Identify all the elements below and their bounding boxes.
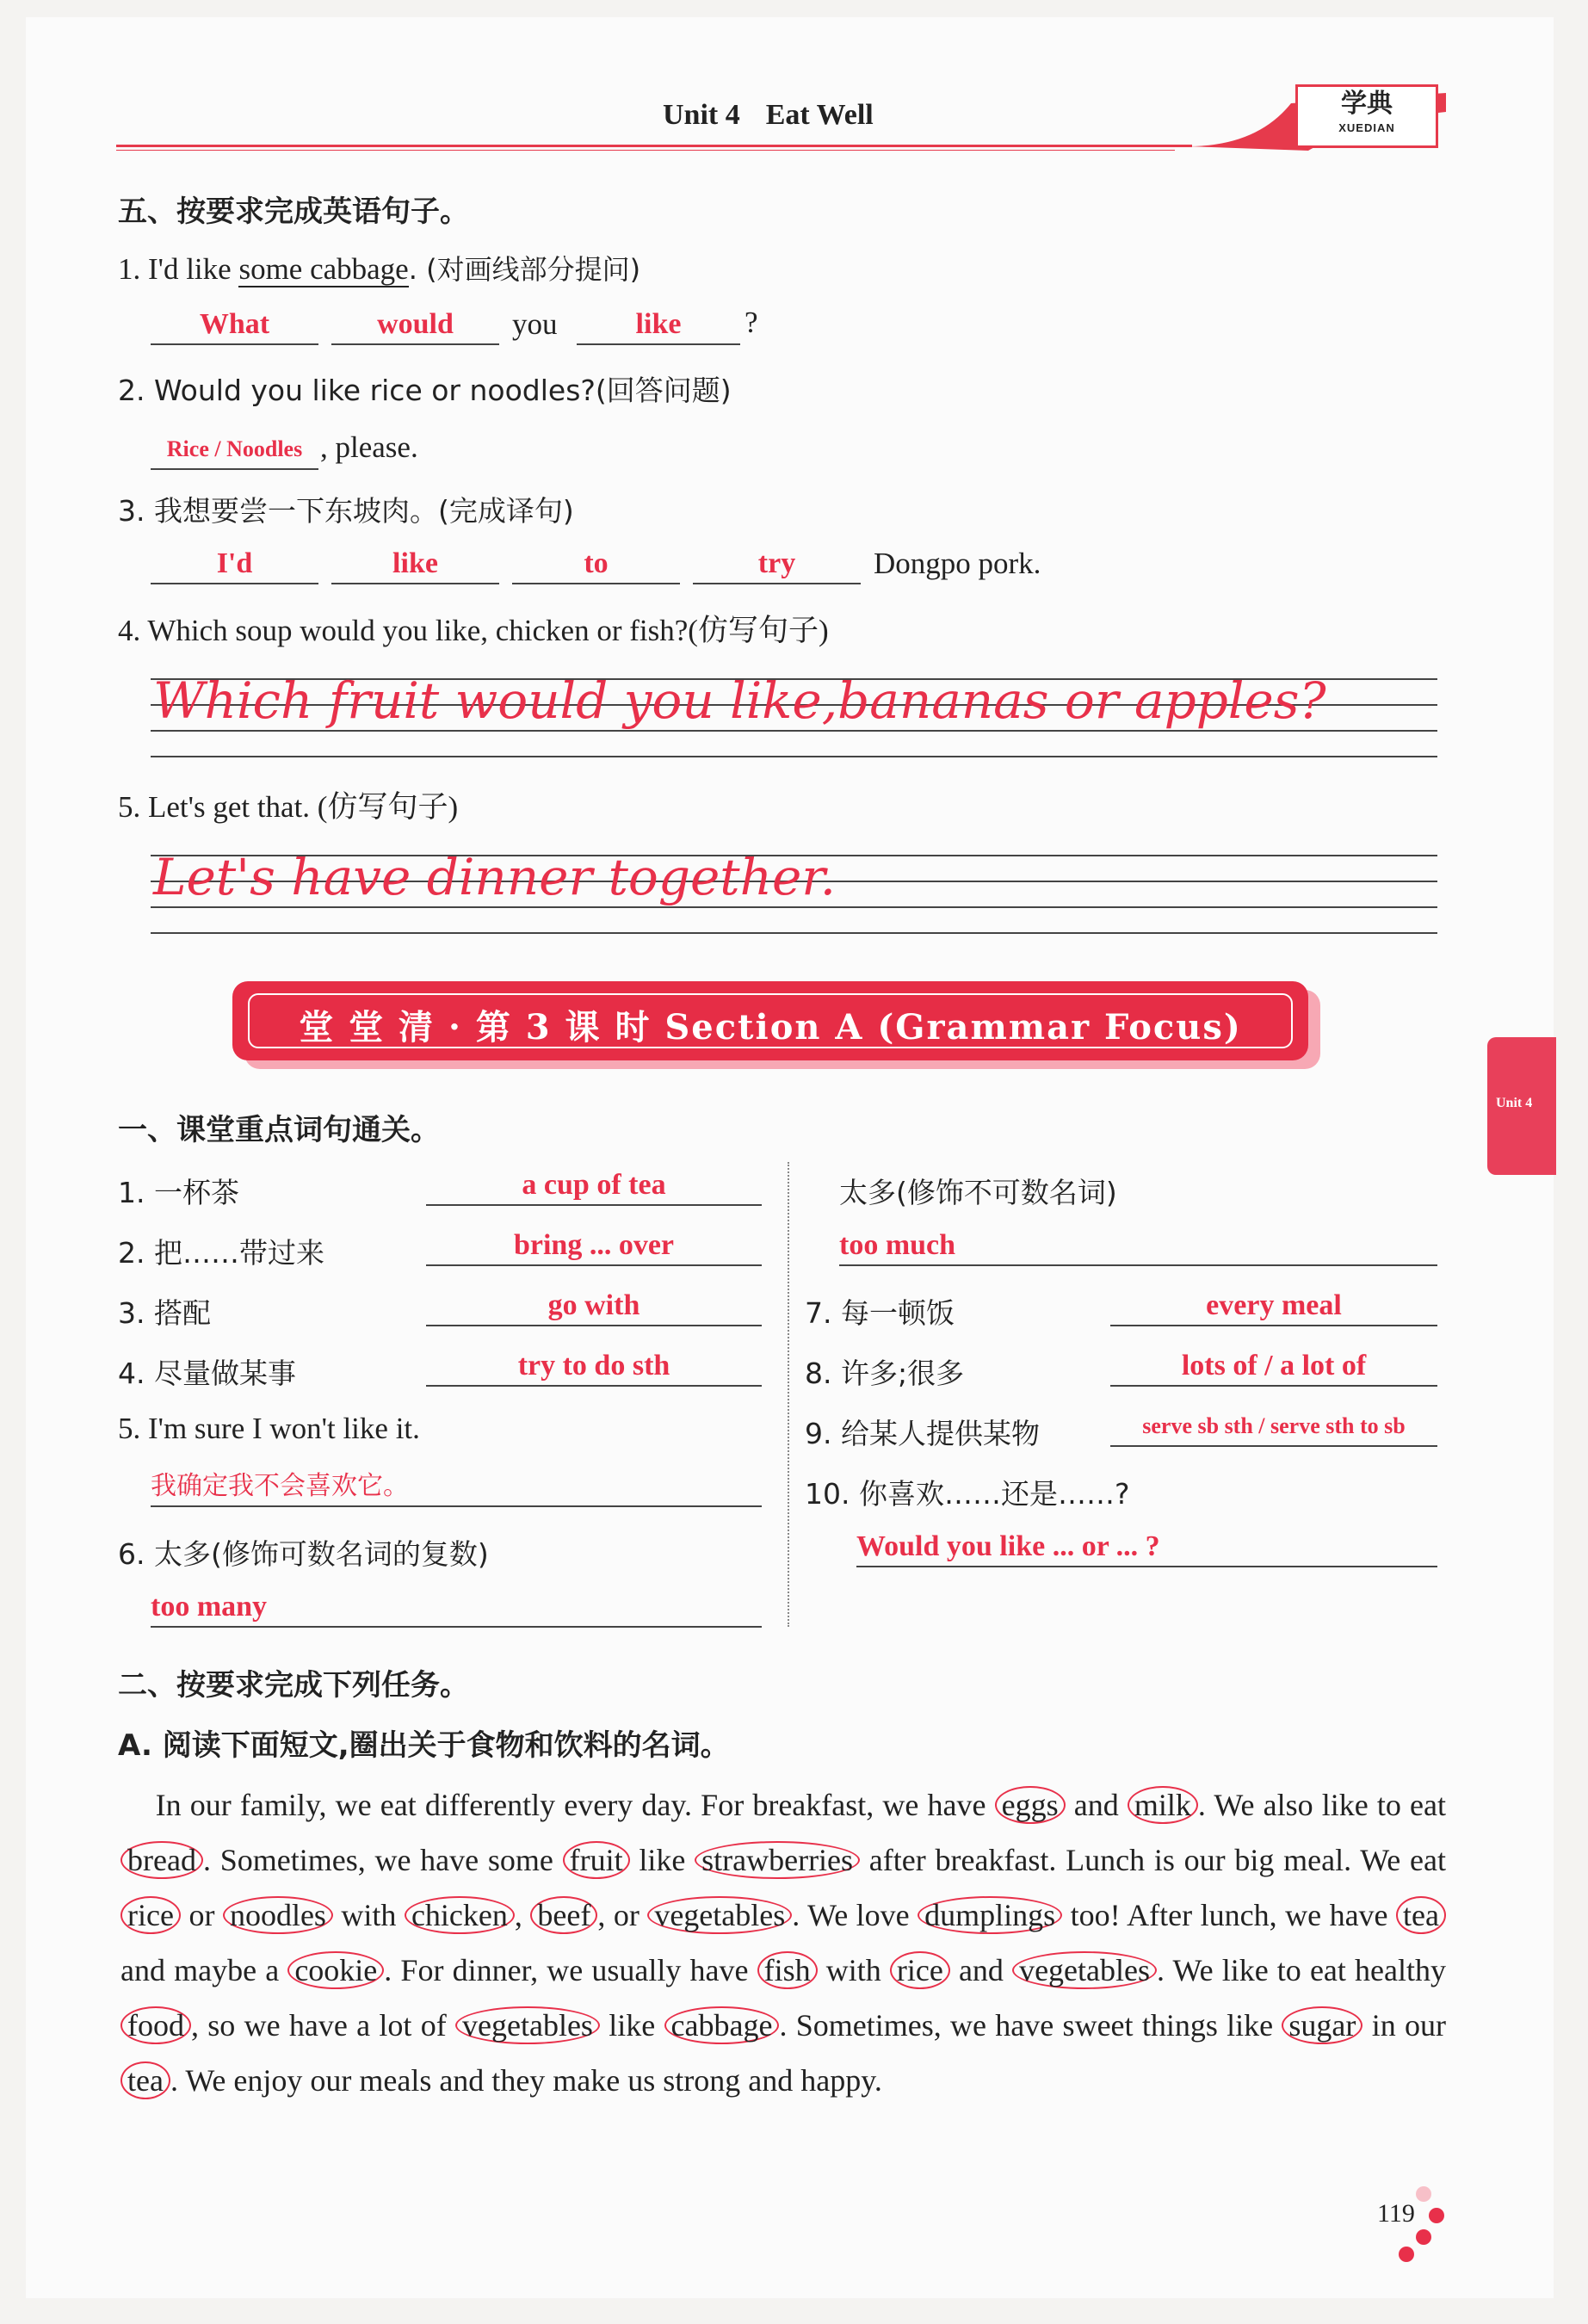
s1-item-1-q: 1. 一杯茶 bbox=[118, 1176, 239, 1209]
passage-text: In our family, we eat differently every day. For breakfast, we have bbox=[155, 1788, 995, 1822]
s5-q1-mid: you bbox=[512, 307, 558, 341]
s5-q1-answer-3[interactable]: like bbox=[577, 306, 740, 345]
publisher-logo bbox=[1295, 84, 1438, 148]
s1-item-10-q: 10. 你喜欢……还是……? bbox=[805, 1477, 1130, 1511]
circled-food-noun[interactable]: milk bbox=[1128, 1786, 1198, 1824]
banner-title: 堂 堂 清 · 第 3 课 时 Section A (Grammar Focus) bbox=[299, 1007, 1242, 1048]
passage-text: like bbox=[599, 2008, 664, 2043]
s1-item-8-a[interactable]: lots of / a lot of bbox=[1110, 1347, 1437, 1387]
s1-item-6-a[interactable]: too many bbox=[151, 1588, 762, 1628]
decor-dot bbox=[1416, 2186, 1431, 2202]
passage-text: , or bbox=[597, 1898, 648, 1932]
s5-q1-end: ? bbox=[745, 306, 758, 339]
circled-food-noun[interactable]: fruit bbox=[563, 1841, 630, 1879]
circled-food-noun[interactable]: strawberries bbox=[695, 1841, 860, 1879]
s5-q1-post: . (对画线部分提问) bbox=[408, 253, 641, 286]
s5-q5: 5. Let's get that. (仿写句子) bbox=[118, 790, 459, 824]
s5-q3-answer-2[interactable]: like bbox=[331, 545, 499, 584]
s5-q2-answer[interactable]: Rice / Noodles bbox=[151, 430, 318, 470]
header-rule bbox=[116, 145, 1192, 147]
circled-food-noun[interactable]: chicken bbox=[405, 1896, 515, 1934]
passage-text: . We like to eat healthy bbox=[1157, 1953, 1447, 1987]
circled-food-noun[interactable]: sugar bbox=[1282, 2006, 1362, 2044]
s1-item-9-q: 9. 给某人提供某物 bbox=[805, 1417, 1040, 1450]
passage-text: too! After lunch, we have bbox=[1062, 1898, 1397, 1932]
decor-dot bbox=[1399, 2247, 1414, 2262]
circled-food-noun[interactable]: cookie bbox=[287, 1951, 384, 1989]
circled-food-noun[interactable]: cabbage bbox=[664, 2006, 780, 2044]
circled-food-noun[interactable]: food bbox=[120, 2006, 191, 2044]
passage-text: in our bbox=[1362, 2008, 1446, 2043]
s1-r-top-q: 太多(修饰不可数名词) bbox=[839, 1176, 1117, 1209]
passage-text: after breakfast. Lunch is our big meal. We eat bbox=[860, 1843, 1446, 1877]
header-rule-thin bbox=[116, 150, 1175, 151]
circled-food-noun[interactable]: bread bbox=[120, 1841, 203, 1879]
ruled-line bbox=[151, 730, 1437, 732]
s1-item-4-q: 4. 尽量做某事 bbox=[118, 1357, 296, 1390]
unit-side-tab[interactable] bbox=[1487, 1037, 1556, 1175]
s1-item-10-a[interactable]: Would you like ... or ... ? bbox=[856, 1528, 1437, 1567]
column-divider bbox=[788, 1162, 789, 1627]
s1-item-4-a[interactable]: try to do sth bbox=[426, 1347, 762, 1387]
circled-food-noun[interactable]: fish bbox=[757, 1951, 818, 1989]
page-header-title bbox=[663, 99, 899, 132]
passage-text: and bbox=[949, 1953, 1013, 1987]
passage-text: . For dinner, we usually have bbox=[384, 1953, 757, 1987]
passage-text: with bbox=[332, 1898, 405, 1932]
s5-q2-post: , please. bbox=[320, 430, 418, 464]
s1-item-6-q: 6. 太多(修饰可数名词的复数) bbox=[118, 1537, 489, 1571]
passage-text: . We also like to eat bbox=[1197, 1788, 1447, 1822]
s5-q3-answer-4[interactable]: try bbox=[693, 545, 861, 584]
lesson-banner bbox=[232, 981, 1308, 1060]
ruled-line bbox=[151, 756, 1437, 757]
s1-item-5-a[interactable]: 我确定我不会喜欢它。 bbox=[151, 1468, 762, 1507]
s1-item-3-q: 3. 搭配 bbox=[118, 1296, 211, 1330]
passage-text: , bbox=[514, 1898, 531, 1932]
circled-food-noun[interactable]: vegetables bbox=[455, 2006, 600, 2044]
circled-food-noun[interactable]: vegetables bbox=[1012, 1951, 1157, 1989]
s1-item-5-q: 5. I'm sure I won't like it. bbox=[118, 1412, 420, 1445]
passage-text: . Sometimes, we have sweet things like bbox=[779, 2008, 1282, 2043]
s5-q3-post: Dongpo pork. bbox=[874, 547, 1041, 580]
unit-title: Eat Well bbox=[765, 99, 874, 131]
circled-food-noun[interactable]: eggs bbox=[995, 1786, 1066, 1824]
s5-q1-answer-1[interactable]: What bbox=[151, 306, 318, 345]
unit-label: Unit 4 bbox=[663, 99, 740, 131]
s5-q2: 2. Would you like rice or noodles?(回答问题) bbox=[118, 374, 732, 407]
s5-q3-answer-3[interactable]: to bbox=[512, 545, 680, 584]
s1-item-1-a[interactable]: a cup of tea bbox=[426, 1166, 762, 1206]
s5-q1 bbox=[118, 248, 640, 287]
decor-dot bbox=[1429, 2208, 1444, 2223]
passage-text: or bbox=[180, 1898, 223, 1932]
passage-text: and bbox=[1065, 1788, 1128, 1822]
passage-text: . Sometimes, we have some bbox=[202, 1843, 563, 1877]
ruled-line bbox=[151, 932, 1437, 934]
passage-text: . We enjoy our meals and they make us strong and happy. bbox=[170, 2063, 882, 2098]
s1-item-7-a[interactable]: every meal bbox=[1110, 1287, 1437, 1326]
s1-item-8-q: 8. 许多;很多 bbox=[805, 1357, 965, 1390]
s1-item-7-q: 7. 每一顿饭 bbox=[805, 1296, 955, 1330]
circled-food-noun[interactable]: dumplings bbox=[918, 1896, 1062, 1934]
s5-q3-answer-1[interactable]: I'd bbox=[151, 545, 318, 584]
page-number: 119 bbox=[1377, 2199, 1415, 2228]
passage-text: like bbox=[629, 1843, 695, 1877]
s5-q1-pre: 1. I'd like bbox=[118, 252, 239, 286]
side-tab-label: Unit 4 bbox=[1496, 1096, 1533, 1110]
section5-heading: 五、按要求完成英语句子。 bbox=[118, 195, 469, 229]
circled-food-noun[interactable]: tea bbox=[1396, 1896, 1446, 1934]
logo-en: XUEDIAN bbox=[1338, 121, 1395, 134]
circled-food-noun[interactable]: vegetables bbox=[647, 1896, 792, 1934]
section2-heading: 二、按要求完成下列任务。 bbox=[118, 1668, 469, 1703]
section2-subheading: A. 阅读下面短文,圈出关于食物和饮料的名词。 bbox=[118, 1728, 730, 1763]
circled-food-noun[interactable]: rice bbox=[890, 1951, 950, 1989]
circled-food-noun[interactable]: noodles bbox=[223, 1896, 333, 1934]
passage-text: . We love bbox=[792, 1898, 918, 1932]
s5-q1-answer-2[interactable]: would bbox=[331, 306, 499, 345]
logo-cn: 学典 bbox=[1341, 89, 1393, 119]
s5-q1-underlined: some cabbage bbox=[238, 252, 409, 286]
passage-text: and maybe a bbox=[120, 1953, 288, 1987]
reading-passage bbox=[120, 1777, 1446, 2108]
s1-item-3-a[interactable]: go with bbox=[426, 1287, 762, 1326]
circled-food-noun[interactable]: tea bbox=[120, 2061, 170, 2099]
s5-q4: 4. Which soup would you like, chicken or fish?(仿写句子) bbox=[118, 614, 829, 647]
ruled-line bbox=[151, 906, 1437, 908]
section1-heading: 一、课堂重点词句通关。 bbox=[118, 1113, 440, 1147]
decor-dot bbox=[1416, 2229, 1431, 2245]
s5-q5-handwritten-answer[interactable]: Let's have dinner together. bbox=[153, 848, 837, 906]
s1-item-9-a[interactable]: serve sb sth / serve sth to sb bbox=[1110, 1407, 1437, 1447]
s1-item-2-a[interactable]: bring ... over bbox=[426, 1227, 762, 1266]
passage-text: with bbox=[817, 1953, 890, 1987]
s5-q3: 3. 我想要尝一下东坡肉。(完成译句) bbox=[118, 494, 574, 528]
passage-text: , so we have a lot of bbox=[191, 2008, 455, 2043]
s1-item-2-q: 2. 把……带过来 bbox=[118, 1236, 324, 1270]
s5-q4-handwritten-answer[interactable]: Which fruit would you like,bananas or apples? bbox=[153, 671, 1326, 730]
s1-r-top-a[interactable]: too much bbox=[839, 1227, 1437, 1266]
circled-food-noun[interactable]: rice bbox=[120, 1896, 181, 1934]
circled-food-noun[interactable]: beef bbox=[530, 1896, 597, 1934]
